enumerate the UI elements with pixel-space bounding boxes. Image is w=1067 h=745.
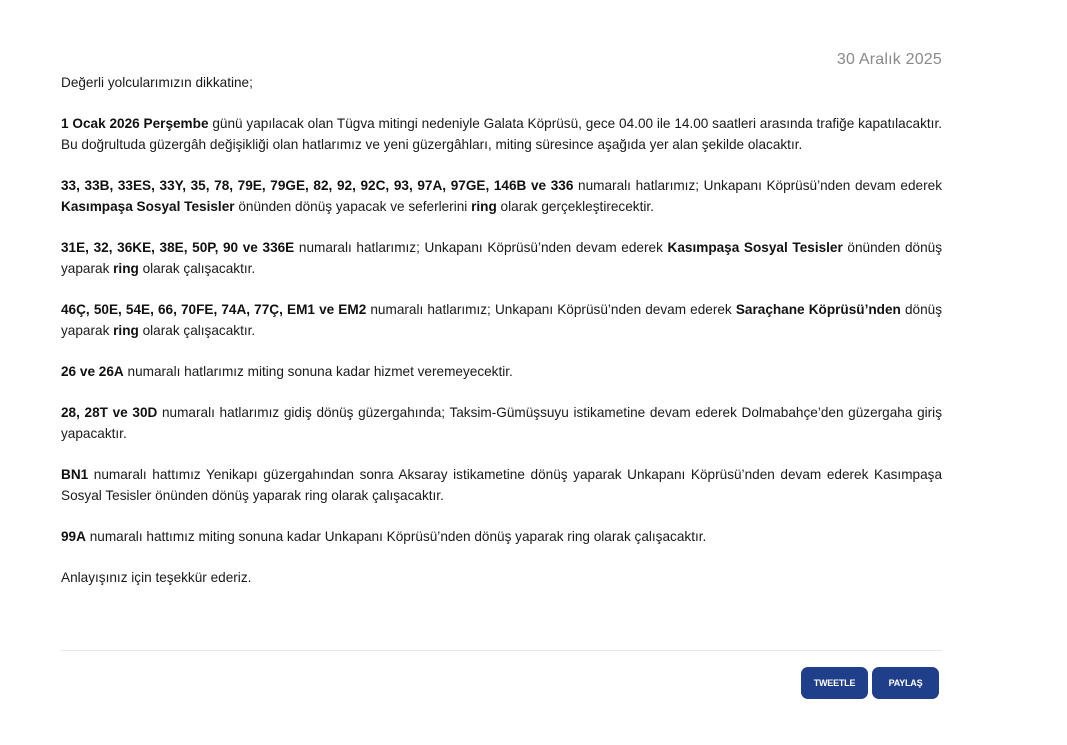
paragraph-text: olarak çalışacaktır. bbox=[138, 323, 256, 338]
paragraph-text: numaralı hatlarımız; Unkapanı Köprüsü’nden devam ederek bbox=[366, 302, 736, 317]
announcement-date: 30 Aralık 2025 bbox=[836, 51, 942, 68]
announcement-paragraph bbox=[61, 361, 942, 382]
announcement-paragraph bbox=[61, 175, 942, 217]
emphasis-text: 33, 33B, 33ES, 33Y, 35, 78, 79E, 79GE, 82, 92, 92C, 93, 97A, 97GE, 146B ve 336 bbox=[61, 178, 574, 193]
paragraph-text: numaralı hattımız Yenikapı güzergahından sonra Aksaray istikametine dönüş yaparak Unkapanı Köprüsü’nden devam ederek Kasımpaşa Sosyal Tesisler önünden dönüş yaparak ring olarak çalışacaktır. bbox=[61, 467, 942, 503]
announcement-paragraph bbox=[61, 299, 942, 341]
emphasis-text: Kasımpaşa Sosyal Tesisler bbox=[61, 199, 235, 214]
announcement-paragraph bbox=[61, 113, 942, 155]
paragraph-text: numaralı hatlarımız; Unkapanı Köprüsü’nden devam ederek bbox=[294, 240, 668, 255]
emphasis-text: 99A bbox=[61, 529, 86, 544]
emphasis-text: ring bbox=[471, 199, 497, 214]
paragraph-text: numaralı hattımız miting sonuna kadar Unkapanı Köprüsü’nden dönüş yaparak ring olarak çalışacaktır. bbox=[85, 529, 707, 544]
emphasis-text: BN1 bbox=[61, 467, 89, 482]
emphasis-text: ring bbox=[113, 261, 139, 276]
paragraph-text: olarak çalışacaktır. bbox=[138, 261, 256, 276]
tweet-button[interactable]: TWEETLE bbox=[801, 667, 868, 699]
emphasis-text: 28, 28T ve 30D bbox=[61, 405, 158, 420]
divider bbox=[61, 650, 942, 651]
paragraph-text: numaralı hatlarımız gidiş dönüş güzergahında; Taksim-Gümüşsuyu istikametine devam ederek Dolmabahçe’den güzergaha giriş yapacaktır. bbox=[61, 405, 942, 441]
paragraph-text: olarak gerçekleştirecektir. bbox=[496, 199, 654, 214]
paragraph-text: numaralı hatlarımız miting sonuna kadar hizmet veremeyecektir. bbox=[123, 364, 513, 379]
announcement-paragraph bbox=[61, 464, 942, 506]
paragraph-text: günü yapılacak olan Tügva mitingi nedeniyle Galata Köprüsü, gece 04.00 ile 14.00 saatleri arasında trafiğe kapatılacaktır. Bu doğrultuda güzergâh değişikliği olan hatlarımız ve yeni güzergâhları, miting süresince aşağıda yer alan şekilde olacaktır. bbox=[61, 116, 943, 152]
emphasis-text: 26 ve 26A bbox=[61, 364, 124, 379]
paragraph-text: dönüş yaparak bbox=[61, 302, 943, 338]
share-button[interactable]: PAYLAŞ bbox=[872, 667, 939, 699]
greeting: Değerli yolcularımızın dikkatine; bbox=[61, 75, 253, 90]
paragraph-text: önünden dönüş yapacak ve seferlerini bbox=[234, 199, 472, 214]
emphasis-text: 1 Ocak 2026 Perşembe bbox=[61, 116, 209, 131]
paragraph-text: önünden dönüş yaparak bbox=[61, 240, 943, 276]
paragraph-text: Anlayışınız için teşekkür ederiz. bbox=[61, 570, 252, 585]
emphasis-text: Kasımpaşa Sosyal Tesisler bbox=[667, 240, 843, 255]
announcement-paragraph bbox=[61, 237, 942, 279]
emphasis-text: ring bbox=[113, 323, 139, 338]
share-buttons bbox=[801, 667, 939, 699]
emphasis-text: 31E, 32, 36KE, 38E, 50P, 90 ve 336E bbox=[61, 240, 295, 255]
emphasis-text: Saraçhane Köprüsü’nden bbox=[735, 302, 901, 317]
announcement-body bbox=[61, 113, 942, 608]
announcement-paragraph bbox=[61, 526, 942, 547]
emphasis-text: 46Ç, 50E, 54E, 66, 70FE, 74A, 77Ç, EM1 ve EM2 bbox=[61, 302, 367, 317]
announcement-paragraph bbox=[61, 567, 942, 588]
paragraph-text: numaralı hatlarımız; Unkapanı Köprüsü’nden devam ederek bbox=[573, 178, 942, 193]
announcement-paragraph bbox=[61, 402, 942, 444]
